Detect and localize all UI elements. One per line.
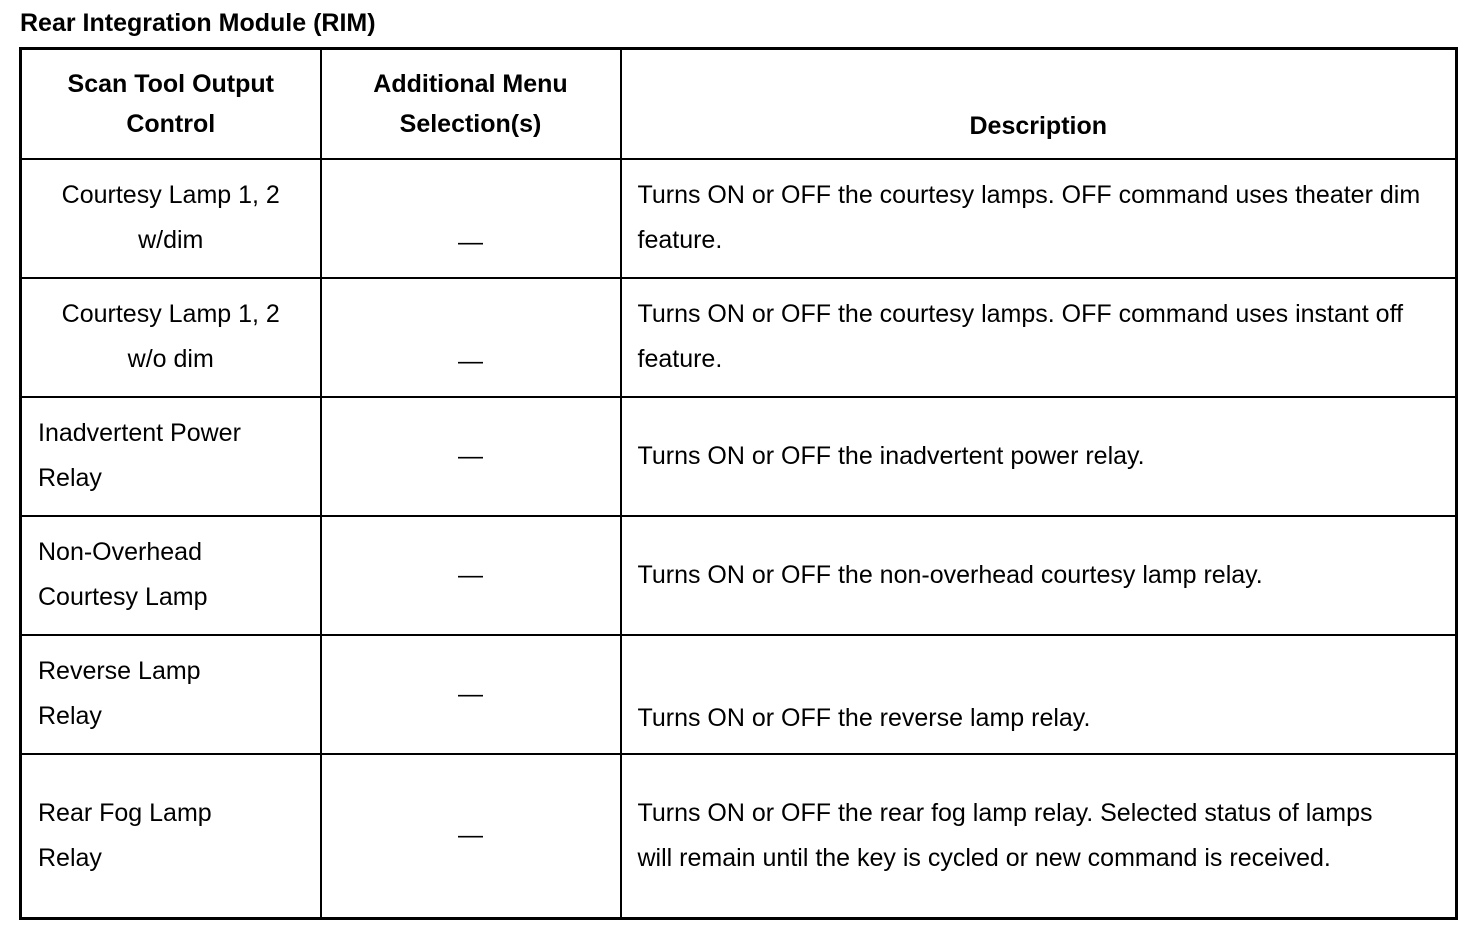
control-text: Non-Overhead Courtesy Lamp [38,538,208,611]
table-row [21,159,1457,278]
table-row [21,278,1457,397]
description-cell [621,754,1457,919]
control-text: Reverse Lamp Relay [38,657,201,730]
description-cell: Turns ON or OFF the courtesy lamps. OFF command uses theater dim feature. [621,159,1457,278]
header-scan-tool-output-control [21,49,321,159]
header-additional-menu-selections [321,49,621,159]
table-header-row [21,49,1457,159]
table-row [21,516,1457,635]
description-cell: Turns ON or OFF the non-overhead courtesy lamp relay. [621,516,1457,635]
header-menu-line-2: Selection(s) [399,110,542,138]
description-text: Turns ON or OFF the rear fog lamp relay. Selected status of lamps will remain until the key is cycled or new command is received. [637,798,1373,872]
header-control-line-2: Control [126,110,216,138]
table-row [21,635,1457,754]
document-title: Rear Integration Module (RIM) [20,9,376,37]
table-row [21,754,1457,919]
table-row [21,397,1457,516]
control-cell [21,635,321,754]
menu-cell: — [321,516,621,635]
control-cell: Inadvertent Power Relay [21,397,321,516]
control-cell [21,516,321,635]
menu-cell: — [321,397,621,516]
header-description: Description [621,49,1457,159]
menu-cell: — [321,159,621,278]
menu-cell: — [321,635,621,754]
header-control-line-1: Scan Tool Output [67,70,274,98]
control-cell [21,278,321,397]
control-cell [21,159,321,278]
control-text: Courtesy Lamp 1, 2 w/o dim [61,300,280,373]
header-menu-line-1: Additional Menu [373,70,568,98]
control-text: Rear Fog Lamp Relay [38,798,212,872]
menu-cell: — [321,278,621,397]
control-cell [21,754,321,919]
description-cell: Turns ON or OFF the courtesy lamps. OFF command uses instant off feature. [621,278,1457,397]
description-cell: Turns ON or OFF the inadvertent power relay. [621,397,1457,516]
menu-cell: — [321,754,621,919]
output-control-table [19,47,1458,920]
description-cell: Turns ON or OFF the reverse lamp relay. [621,635,1457,754]
control-text: Courtesy Lamp 1, 2 w/dim [61,181,280,254]
